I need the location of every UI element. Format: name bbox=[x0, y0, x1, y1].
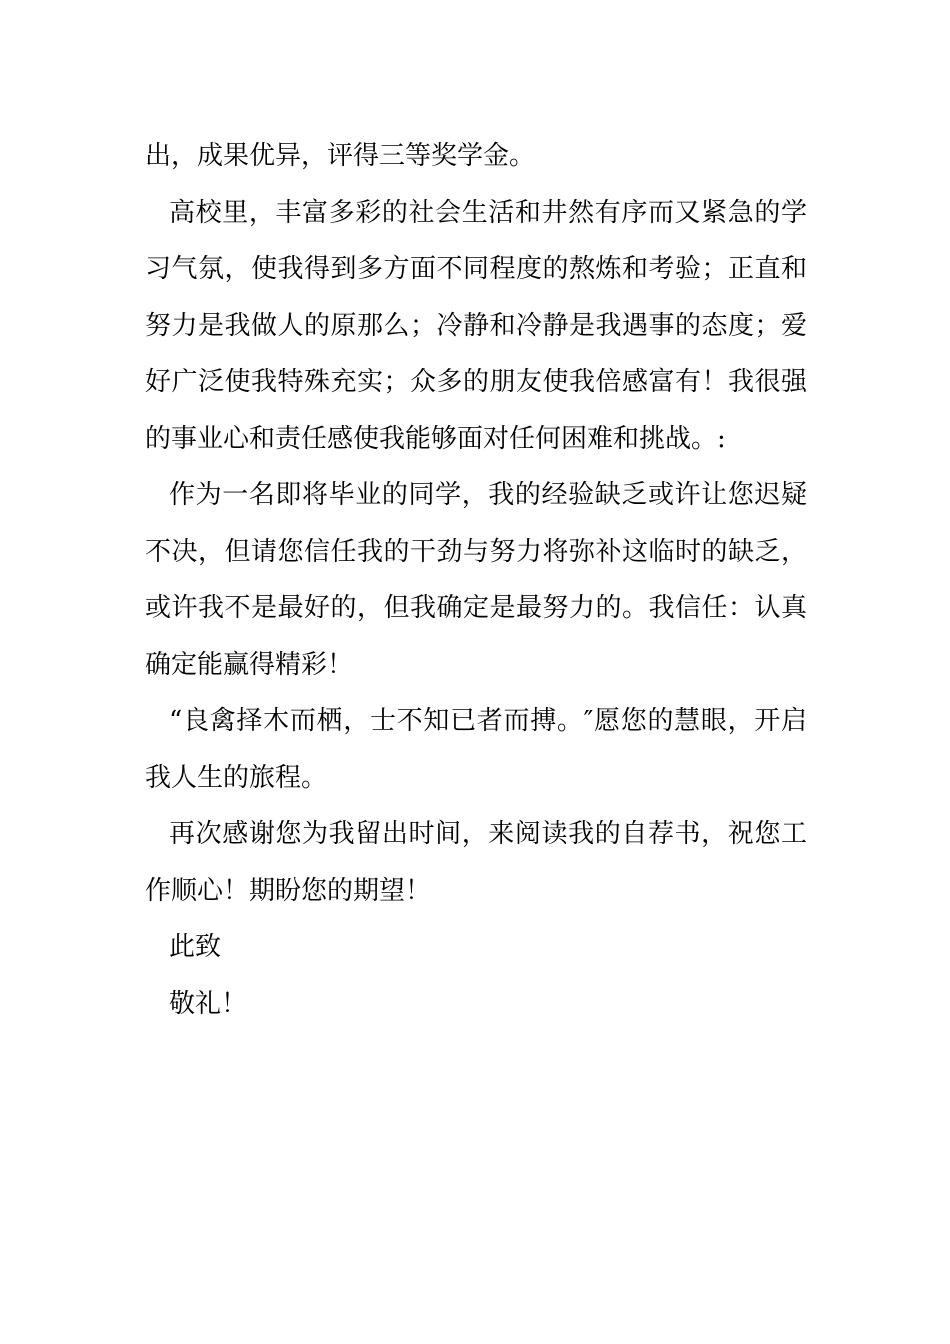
paragraph-quote: “良禽择木而栖，士不知已者而搏。″愿您的慧眼，开启我人生的旅程。 bbox=[145, 706, 807, 793]
paragraph-continuation: 出，成果优异，评得三等奖学金。 bbox=[145, 141, 536, 171]
paragraph-graduate: 作为一名即将毕业的同学，我的经验缺乏或许让您迟疑不决，但请您信任我的干劲与努力将弥补这临时的缺乏，或许我不是最好的，但我确定是最努力的。我信任：认真确定能赢得精彩！ bbox=[145, 480, 807, 680]
closing-salutation: 此致 bbox=[169, 932, 222, 962]
paragraph-thanks: 再次感谢您为我留出时间，来阅读我的自荐书，祝您工作顺心！期盼您的期望！ bbox=[145, 819, 807, 906]
letter-body bbox=[145, 128, 807, 1032]
closing-regards: 敬礼！ bbox=[169, 988, 248, 1019]
paragraph-campus-life: 高校里，丰富多彩的社会生活和井然有序而又紧急的学习气氛，使我得到多方面不同程度的熬炼和考验；正直和努力是我做人的原那么；冷静和冷静是我遇事的态度；爱好广泛使我特殊充实；众多的朋友使我倍感富有！我很强的事业心和责任感使我能够面对任何困难和挑战。: bbox=[145, 197, 807, 454]
